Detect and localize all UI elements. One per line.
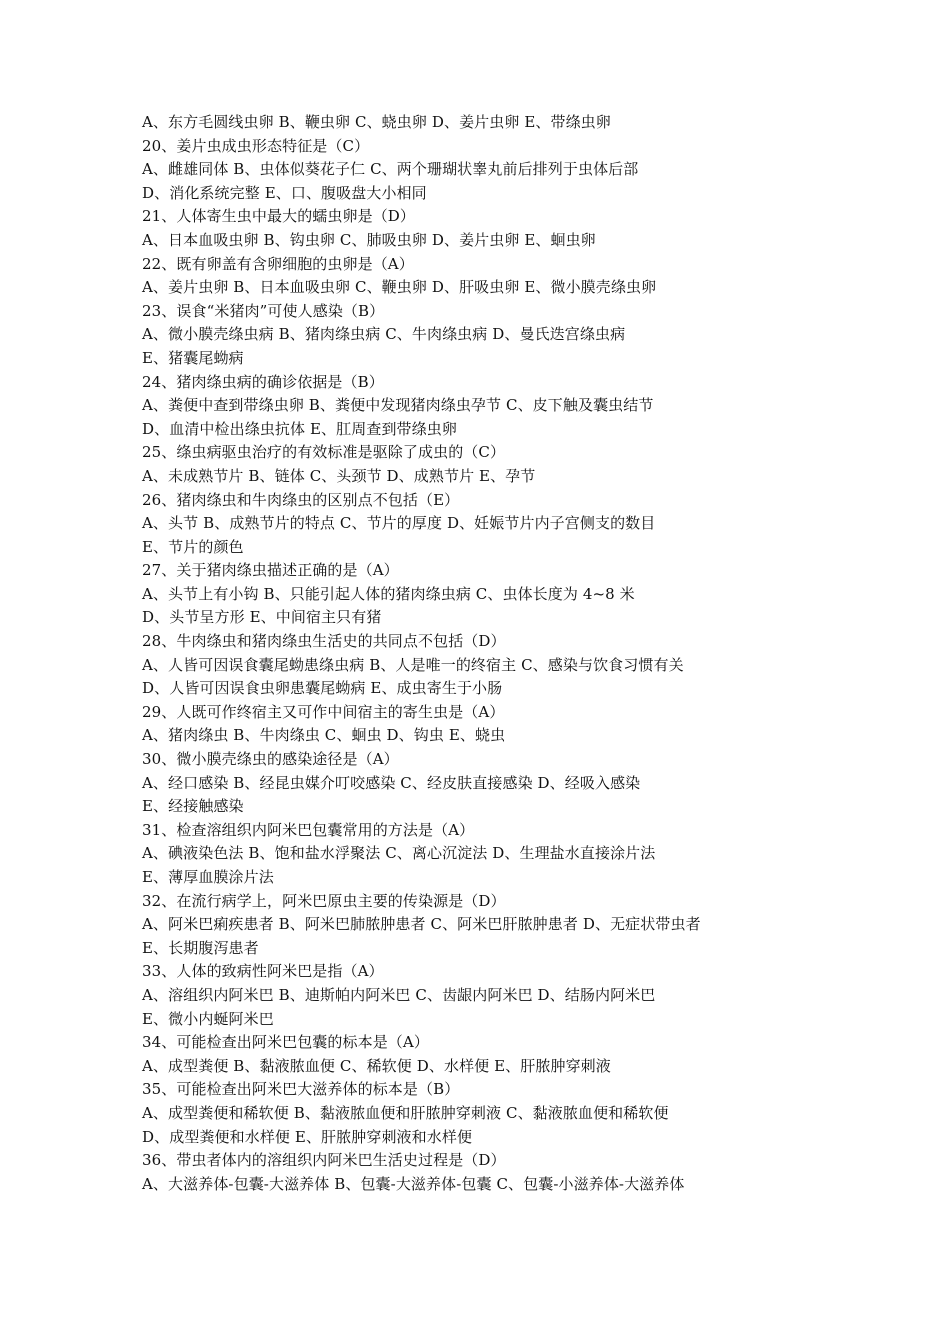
text-line: 25、绦虫病驱虫治疗的有效标准是驱除了成虫的（C） — [142, 443, 506, 462]
text-line: 33、人体的致病性阿米巴是指（A） — [142, 962, 384, 981]
document-body — [142, 111, 822, 1196]
text-line: 26、猪肉绦虫和牛肉绦虫的区别点不包括（E） — [142, 490, 460, 509]
text-line: A、姜片虫卵 B、日本血吸虫卵 C、鞭虫卵 D、肝吸虫卵 E、微小膜壳绦虫卵 — [142, 278, 657, 297]
text-line: 21、人体寄生虫中最大的蠕虫卵是（D） — [142, 207, 416, 226]
text-line: E、微小内蜒阿米巴 — [142, 1009, 274, 1028]
text-line: 36、带虫者体内的溶组织内阿米巴生活史过程是（D） — [142, 1151, 506, 1170]
text-line: A、成型粪便 B、黏液脓血便 C、稀软便 D、水样便 E、肝脓肿穿刺液 — [142, 1056, 611, 1075]
text-line: A、经口感染 B、经昆虫媒介叮咬感染 C、经皮肤直接感染 D、经吸入感染 — [142, 773, 641, 792]
text-line: 32、在流行病学上，阿米巴原虫主要的传染源是（D） — [142, 891, 506, 910]
text-line: A、粪便中查到带绦虫卵 B、粪便中发现猪肉绦虫孕节 C、皮下触及囊虫结节 — [142, 396, 654, 415]
text-line: A、东方毛圆线虫卵 B、鞭虫卵 C、蛲虫卵 D、姜片虫卵 E、带绦虫卵 — [142, 113, 611, 131]
text-line: 23、误食“米猪肉”可使人感染（B） — [142, 301, 385, 320]
text-line: E、长期腹泻患者 — [142, 938, 259, 957]
text-line: A、阿米巴痢疾患者 B、阿米巴肺脓肿患者 C、阿米巴肝脓肿患者 D、无症状带虫者 — [142, 915, 701, 934]
text-line: A、日本血吸虫卵 B、钩虫卵 C、肺吸虫卵 D、姜片虫卵 E、蛔虫卵 — [142, 230, 596, 249]
text-line: D、血清中检出绦虫抗体 E、肛周查到带绦虫卵 — [142, 419, 457, 438]
text-line: D、成型粪便和水样便 E、肝脓肿穿刺液和水样便 — [142, 1127, 473, 1146]
text-line: A、猪肉绦虫 B、牛肉绦虫 C、蛔虫 D、钩虫 E、蛲虫 — [142, 726, 506, 745]
text-line: D、消化系统完整 E、口、腹吸盘大小相同 — [142, 183, 427, 202]
text-line: 22、既有卵盖有含卵细胞的虫卵是（A） — [142, 254, 414, 273]
text-line: 29、人既可作终宿主又可作中间宿主的寄生虫是（A） — [142, 702, 505, 721]
text-line: 31、检查溶组织内阿米巴包囊常用的方法是（A） — [142, 820, 475, 839]
text-line: A、碘液染色法 B、饱和盐水浮聚法 C、离心沉淀法 D、生理盐水直接涂片法 — [142, 844, 656, 863]
text-line: A、人皆可因误食囊尾蚴患绦虫病 B、人是唯一的终宿主 C、感染与饮食习惯有关 — [142, 655, 684, 674]
text-line: A、溶组织内阿米巴 B、迪斯帕内阿米巴 C、齿龈内阿米巴 D、结肠内阿米巴 — [142, 985, 656, 1004]
text-line: 27、关于猪肉绦虫描述正确的是（A） — [142, 561, 399, 580]
text-line: D、头节呈方形 E、中间宿主只有猪 — [142, 608, 382, 627]
text-line: E、猪囊尾蚴病 — [142, 348, 244, 367]
text-line: E、节片的颜色 — [142, 537, 244, 556]
text-line: A、头节 B、成熟节片的特点 C、节片的厚度 D、妊娠节片内子宫侧支的数目 — [142, 514, 656, 533]
text-line: 30、微小膜壳绦虫的感染途径是（A） — [142, 750, 399, 769]
text-line: A、大滋养体-包囊-大滋养体 B、包囊-大滋养体-包囊 C、包囊-小滋养体-大滋养体 — [142, 1174, 685, 1193]
text-line: A、雌雄同体 B、虫体似葵花子仁 C、两个珊瑚状睾丸前后排列于虫体后部 — [142, 160, 639, 179]
text-line: E、经接触感染 — [142, 797, 244, 816]
text-line: 35、可能检查出阿米巴大滋养体的标本是（B） — [142, 1080, 460, 1099]
text-line: A、未成熟节片 B、链体 C、头颈节 D、成熟节片 E、孕节 — [142, 466, 536, 485]
text-line: 24、猪肉绦虫病的确诊依据是（B） — [142, 372, 384, 391]
text-line: A、微小膜壳绦虫病 B、猪肉绦虫病 C、牛肉绦虫病 D、曼氏迭宫绦虫病 — [142, 325, 626, 344]
text-line: 28、牛肉绦虫和猪肉绦虫生活史的共同点不包括（D） — [142, 632, 506, 651]
text-line: 34、可能检查出阿米巴包囊的标本是（A） — [142, 1033, 429, 1052]
text-line: E、薄厚血膜涂片法 — [142, 868, 274, 886]
text-line: 20、姜片虫成虫形态特征是（C） — [142, 136, 370, 155]
text-line: A、成型粪便和稀软便 B、黏液脓血便和肝脓肿穿刺液 C、黏液脓血便和稀软便 — [142, 1103, 669, 1122]
text-line: D、人皆可因误食虫卵患囊尾蚴病 E、成虫寄生于小肠 — [142, 679, 503, 698]
text-line: A、头节上有小钩 B、只能引起人体的猪肉绦虫病 C、虫体长度为 4~8 米 — [142, 584, 635, 603]
